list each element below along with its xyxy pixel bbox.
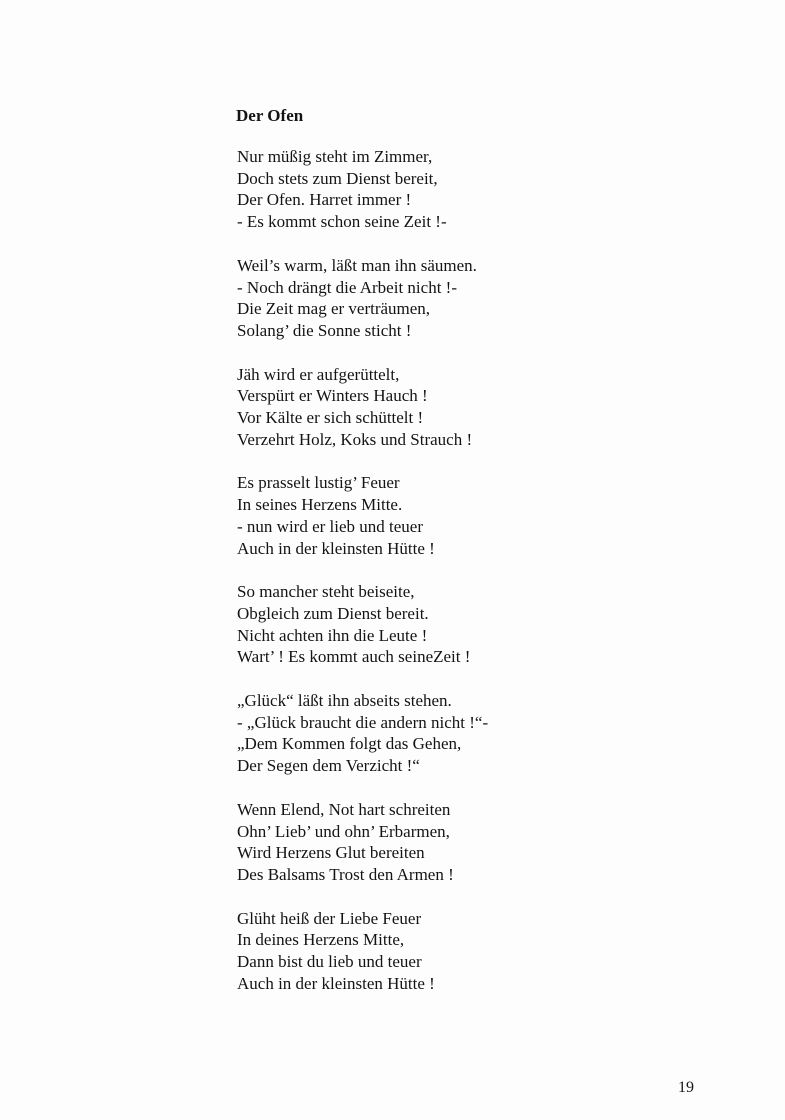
poem-line: „Glück“ läßt ihn abseits stehen. [237, 691, 452, 711]
poem-line: Obgleich zum Dienst bereit. [237, 603, 429, 623]
poem-line: Die Zeit mag er verträumen, [237, 299, 431, 319]
poem-line: Auch in der kleinsten Hütte ! [237, 973, 435, 993]
poem-line: Verspürt er Winters Hauch ! [237, 386, 428, 406]
poem-line: - Noch drängt die Arbeit nicht !- [237, 277, 457, 297]
poem-line: In deines Herzens Mitte, [237, 930, 405, 950]
stanza-4 [237, 472, 488, 559]
poem-line: Der Segen dem Verzicht !“ [237, 756, 420, 776]
poem-line: Verzehrt Holz, Koks und Strauch ! [237, 429, 473, 449]
poem-line: Nur müßig steht im Zimmer, [237, 147, 433, 166]
poem-line: Doch stets zum Dienst bereit, [237, 168, 438, 188]
stanza-8 [237, 908, 488, 995]
poem-line: Wart’ ! Es kommt auch seineZeit ! [237, 647, 471, 667]
poem-title: Der Ofen [236, 106, 304, 125]
poem-line: - nun wird er lieb und teuer [237, 516, 423, 536]
stanza-7 [237, 799, 488, 886]
poem-line: Wenn Elend, Not hart schreiten [237, 799, 451, 819]
stanza-2 [237, 255, 488, 342]
poem-line: So mancher steht beiseite, [237, 582, 415, 602]
poem-line: Auch in der kleinsten Hütte ! [237, 538, 435, 558]
poem-line: Ohn’ Lieb’ und ohn’ Erbarmen, [237, 821, 450, 841]
page-number: 19 [678, 1079, 694, 1096]
stanza-1 [237, 146, 488, 233]
poem-line: Dann bist du lieb und teuer [237, 952, 422, 972]
stanza-5 [237, 581, 488, 668]
poem-line: Solang’ die Sonne sticht ! [237, 320, 412, 340]
poem-line: „Dem Kommen folgt das Gehen, [237, 734, 462, 754]
poem-line: Glüht heiß der Liebe Feuer [237, 908, 422, 928]
poem-line: - „Glück braucht die andern nicht !“- [237, 712, 489, 732]
poem-line: Jäh wird er aufgerüttelt, [237, 364, 400, 384]
poem-line: - Es kommt schon seine Zeit !- [237, 212, 447, 232]
poem-line: Des Balsams Trost den Armen ! [237, 864, 454, 884]
poem-line: Der Ofen. Harret immer ! [237, 190, 412, 210]
poem-line: Es prasselt lustig’ Feuer [237, 473, 400, 493]
poem-line: Vor Kälte er sich schüttelt ! [237, 408, 424, 428]
poem-line: In seines Herzens Mitte. [237, 495, 403, 515]
stanza-3 [237, 364, 488, 451]
poem-line: Nicht achten ihn die Leute ! [237, 625, 428, 645]
poem-body [237, 146, 488, 1017]
poem-line: Weil’s warm, läßt man ihn säumen. [237, 255, 477, 275]
poem-line: Wird Herzens Glut bereiten [237, 843, 425, 863]
stanza-6 [237, 690, 488, 777]
